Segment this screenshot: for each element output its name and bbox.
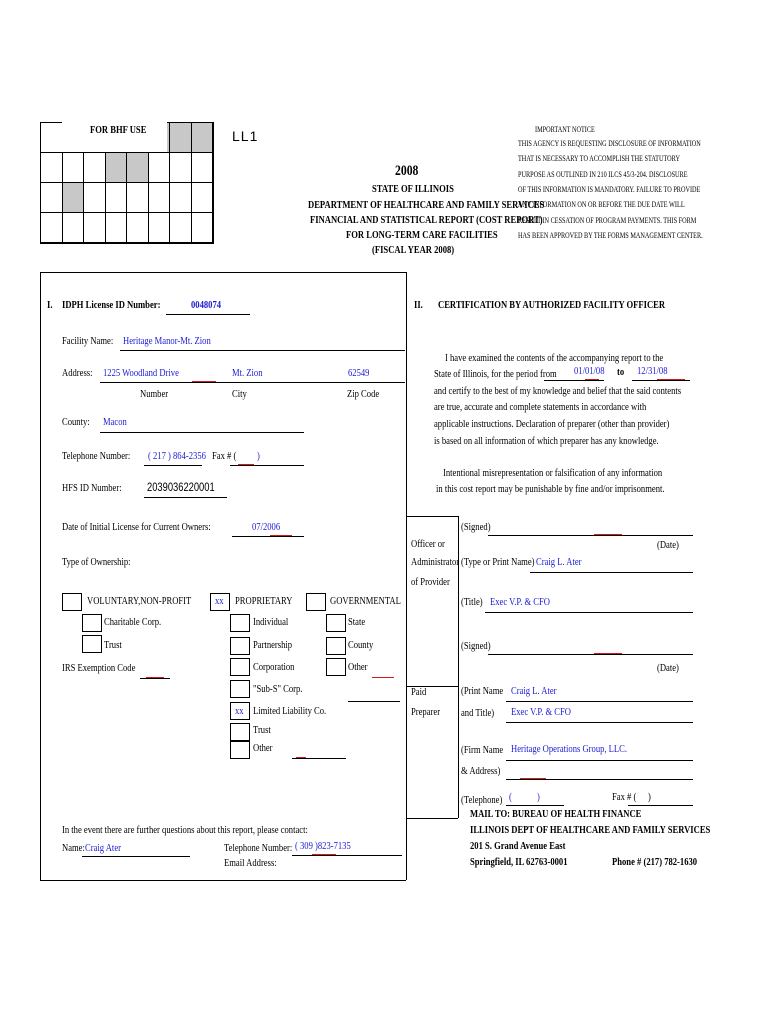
officer-label: of Provider (411, 576, 450, 588)
notice-line: PURPOSE AS OUTLINED IN 210 ILCS 45/3-204. DISCLOSURE (518, 170, 688, 179)
red-mark (594, 653, 622, 654)
trust-checkbox[interactable] (82, 635, 102, 653)
header-line-1: STATE OF ILLINOIS (372, 183, 454, 195)
notice-line: ANY INFORMATION ON OR BEFORE THE DUE DATE WILL (518, 200, 685, 209)
partnership-checkbox[interactable] (230, 637, 250, 655)
city-caption: City (232, 388, 247, 400)
ownership-label: Type of Ownership: (62, 556, 131, 568)
license-value[interactable]: 0048074 (191, 299, 222, 311)
period-to-line (632, 380, 690, 381)
notice-line: THAT IS NECESSARY TO ACCOMPLISH THE STATUTORY (518, 154, 681, 163)
hfs-line (144, 497, 227, 498)
preparer-name-line (506, 701, 693, 702)
contact-name-label: Name: (62, 842, 85, 854)
cert-line: applicable instructions. Declaration of preparer (other than provider) (434, 418, 670, 430)
firm-name-label: (Firm Name (461, 744, 504, 756)
preparer-title[interactable]: Exec V.P. & CFO (511, 706, 571, 718)
header-line-3: FINANCIAL AND STATISTICAL REPORT (COST REPORT) (310, 214, 543, 226)
llc-mark: xx (235, 705, 244, 717)
report-year: 2008 (395, 163, 419, 179)
street-value[interactable]: 1225 Woodland Drive (103, 367, 179, 379)
corporation-label: Corporation (253, 661, 295, 673)
county-value[interactable]: Macon (103, 416, 127, 428)
proprietary-mark: xx (215, 595, 224, 607)
mail-line: 201 S. Grand Avenue East (470, 840, 566, 852)
voluntary-checkbox[interactable] (62, 593, 82, 611)
preparer-phone-close: ) (537, 791, 540, 803)
type-print-label: (Type or Print Name) (461, 556, 535, 568)
county-line (100, 432, 304, 433)
officer-title-line (485, 612, 693, 613)
officer-signature-line[interactable] (488, 535, 693, 536)
preparer-fax-line[interactable] (628, 805, 693, 806)
signed-label: (Signed) (461, 521, 491, 533)
preparer-phone-line[interactable] (506, 805, 564, 806)
fax-close: ) (257, 450, 260, 462)
governmental-label: GOVERNMENTAL (330, 595, 401, 607)
corporation-checkbox[interactable] (230, 658, 250, 676)
individual-label: Individual (253, 616, 289, 628)
county-label: County: (62, 416, 90, 428)
address-line (100, 382, 405, 383)
zip-value[interactable]: 62549 (348, 367, 370, 379)
officer-label: Officer or (411, 538, 445, 550)
period-from[interactable]: 01/01/08 (574, 365, 605, 377)
cert-line: is based on all information of which preparer has any knowledge. (434, 435, 659, 447)
governmental-checkbox[interactable] (306, 593, 326, 611)
phone-value[interactable]: ( 217 ) 864-2356 (148, 450, 206, 462)
subs-checkbox[interactable] (230, 680, 250, 698)
phone-label: Telephone Number: (62, 450, 131, 462)
zip-caption: Zip Code (347, 388, 380, 400)
cert-line: I have examined the contents of the accompanying report to the (445, 352, 664, 364)
title-label: (Title) (461, 596, 483, 608)
frame-divider (406, 272, 407, 880)
mail-phone: Phone # (217) 782-1630 (612, 856, 698, 868)
officer-name[interactable]: Craig L. Ater (536, 556, 582, 568)
license-label: IDPH License ID Number: (62, 299, 161, 311)
irs-label: IRS Exemption Code (62, 662, 136, 674)
preparer-fax-label: Fax # ( (612, 791, 637, 803)
paid-label: Paid (411, 686, 427, 698)
initial-license-label: Date of Initial License for Current Owners: (62, 521, 211, 533)
preparer-label: Preparer (411, 706, 441, 718)
initial-license-value[interactable]: 07/2006 (252, 521, 281, 533)
contact-phone-line (292, 855, 402, 856)
preparer-signature-line[interactable] (488, 654, 693, 655)
mail-line: ILLINOIS DEPT OF HEALTHCARE AND FAMILY SERVICES (470, 824, 711, 836)
charitable-checkbox[interactable] (82, 614, 102, 632)
header-line-5: (FISCAL YEAR 2008) (372, 244, 455, 256)
contact-question: In the event there are further questions about this report, please contact: (62, 824, 308, 836)
period-from-line (544, 380, 604, 381)
llc-label: Limited Liability Co. (253, 705, 327, 717)
voluntary-label: VOLUNTARY,NON-PROFIT (87, 595, 192, 607)
date-label: (Date) (657, 539, 679, 551)
red-mark (585, 379, 599, 380)
red-mark (296, 757, 306, 758)
officer-title[interactable]: Exec V.P. & CFO (490, 596, 550, 608)
signature-bottom (406, 818, 458, 819)
county-type-label: County (348, 639, 374, 651)
red-mark (146, 677, 164, 678)
initial-license-line (232, 536, 304, 537)
facility-label: Facility Name: (62, 335, 114, 347)
print-name-label: (Print Name (461, 685, 504, 697)
trust2-checkbox[interactable] (230, 723, 250, 741)
warning-line: in this cost report may be punishable by fine and/or imprisonment. (436, 483, 665, 495)
county-checkbox[interactable] (326, 637, 346, 655)
trust-label: Trust (104, 639, 122, 651)
contact-phone-label: Telephone Number: (224, 842, 293, 854)
notice-title: IMPORTANT NOTICE (535, 125, 595, 134)
address-label-2: & Address) (461, 765, 501, 777)
signed2-label: (Signed) (461, 640, 491, 652)
address-label: Address: (62, 367, 93, 379)
form-code: LL1 (232, 128, 259, 144)
red-mark (270, 535, 292, 536)
preparer-fax-close: ) (648, 791, 651, 803)
section-2-title: CERTIFICATION BY AUTHORIZED FACILITY OFFICER (438, 299, 666, 311)
firm-line (506, 760, 693, 761)
red-mark (192, 381, 216, 382)
state-checkbox[interactable] (326, 614, 346, 632)
red-mark (594, 534, 622, 535)
frame-bottom (40, 880, 406, 881)
cert-line: State of Illinois, for the period from (434, 368, 557, 380)
telephone-label: (Telephone) (461, 794, 503, 806)
notice-line: RESULT IN CESSATION OF PROGRAM PAYMENTS. THIS FORM (518, 216, 697, 225)
individual-checkbox[interactable] (230, 614, 250, 632)
signature-top (406, 516, 458, 517)
fax-label: Fax # ( (212, 450, 237, 462)
warning-line: Intentional misrepresentation or falsification of any information (443, 467, 663, 479)
subs-label: "Sub-S" Corp. (253, 683, 303, 695)
red-mark (312, 854, 336, 855)
number-caption: Number (140, 388, 169, 400)
hfs-label: HFS ID Number: (62, 482, 122, 494)
other-line (292, 758, 346, 759)
preparer-title-line (506, 722, 693, 723)
date2-label: (Date) (657, 662, 679, 674)
section-2-number: II. (414, 299, 423, 311)
other2-line (348, 701, 400, 702)
charitable-label: Charitable Corp. (104, 616, 162, 628)
and-title-label: and Title) (461, 707, 495, 719)
facility-line (120, 350, 405, 351)
contact-name-line (82, 856, 190, 857)
proprietary-label: PROPRIETARY (235, 595, 293, 607)
period-to-word: to (617, 366, 625, 378)
trust2-label: Trust (253, 724, 271, 736)
firm-address-line (506, 779, 693, 780)
contact-name-value[interactable]: Craig Ater (85, 842, 121, 854)
notice-line: OF THIS INFORMATION IS MANDATORY. FAILURE TO PROVIDE (518, 185, 701, 194)
notice-line: HAS BEEN APPROVED BY THE FORMS MANAGEMENT CENTER. (518, 231, 703, 240)
notice-line: THIS AGENCY IS REQUESTING DISCLOSURE OF INFORMATION (518, 139, 701, 148)
partnership-label: Partnership (253, 639, 293, 651)
license-line (166, 314, 250, 315)
frame-top-left (40, 272, 406, 273)
other-checkbox[interactable] (230, 741, 250, 759)
other-label: Other (253, 742, 273, 754)
fax-line (230, 465, 304, 466)
other2-checkbox[interactable] (326, 658, 346, 676)
header-line-2: DEPARTMENT OF HEALTHCARE AND FAMILY SERVICES (308, 199, 545, 211)
city-value[interactable]: Mt. Zion (232, 367, 263, 379)
preparer-name[interactable]: Craig L. Ater (511, 685, 557, 697)
bhf-use-label: FOR BHF USE (90, 124, 147, 136)
cert-line: and certify to the best of my knowledge and belief that the said contents (434, 385, 682, 397)
period-to[interactable]: 12/31/08 (637, 365, 668, 377)
header-line-4: FOR LONG-TERM CARE FACILITIES (346, 229, 498, 241)
red-mark (238, 464, 254, 465)
other2-label: Other (348, 661, 368, 673)
contact-email-label: Email Address: (224, 857, 277, 869)
officer-label: Administrator (411, 556, 460, 568)
section-1-number: I. (47, 299, 53, 311)
phone-line (144, 465, 202, 466)
red-mark (520, 778, 546, 779)
facility-value[interactable]: Heritage Manor-Mt. Zion (123, 335, 211, 347)
mail-line: Springfield, IL 62763-0001 (470, 856, 568, 868)
hfs-value[interactable]: 2039036220001 (147, 480, 215, 494)
mail-line: MAIL TO: BUREAU OF HEALTH FINANCE (470, 808, 642, 820)
irs-line (140, 678, 170, 679)
preparer-phone-open: ( (509, 791, 512, 803)
red-mark (372, 677, 394, 678)
state-label: State (348, 616, 366, 628)
contact-phone-value[interactable]: ( 309 )823-7135 (295, 840, 351, 852)
frame-left (40, 272, 41, 880)
red-mark (657, 379, 685, 380)
cert-line: are true, accurate and complete statements in accordance with (434, 401, 647, 413)
firm-value[interactable]: Heritage Operations Group, LLC. (511, 743, 628, 755)
officer-name-line (530, 572, 693, 573)
